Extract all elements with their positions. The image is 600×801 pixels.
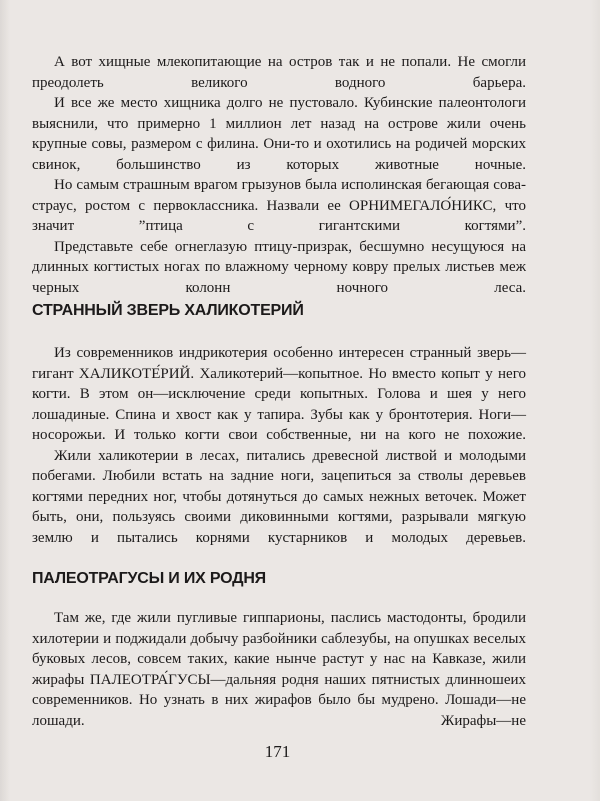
paragraph: Из современников индрикотерия особенно интересен странный зверь—гигант ХАЛИКОТЕ́РИЙ. Халикотерий—копытное. Но вместо копыт у него когти. В этом он—исключение среди копытных. Голова и шея у него лошадиные. Спина и хвост как у тапира. Зубы как у бронтотерия. Ноги—носорожьи. И только когти свои собственные, ни на кого не похожие. bbox=[32, 345, 526, 443]
paragraph: Но самым страшным врагом грызунов была исполинская бегающая сова-страус, ростом с первоклассника. Назвали ее ОРНИМЕГАЛО́НИКС, что значит ”птица с гигантскими когтями”. bbox=[32, 177, 526, 234]
text-block-top bbox=[32, 52, 526, 298]
paragraph: И все же место хищника долго не пустовало. Кубинские палеонтологи выяснили, что примерно 1 миллион лет назад на острове жили очень крупные совы, размером с филина. Они-то и охотились на родичей морских свинок, большинство из которых животные ночные. bbox=[32, 95, 526, 173]
section-heading-palaeotragus: ПАЛЕОТРАГУСЫ И ИХ РОДНЯ bbox=[32, 570, 266, 587]
section-heading-chalicotherium: СТРАННЫЙ ЗВЕРЬ ХАЛИКОТЕРИЙ bbox=[32, 302, 304, 319]
paragraph: Представьте себе огнеглазую птицу-призрак, бесшумно несущуюся на длинных когтистых ногах по влажному черному ковру прелых листьев меж черных колонн ночного леса. bbox=[32, 238, 526, 296]
page-number: 171 bbox=[264, 742, 291, 761]
paragraph: Там же, где жили пугливые гиппарионы, паслись мастодонты, бродили хилотерии и поджидали добычу разбойники саблезубы, на опушках веселых буковых лесов, совсем таких, какие нынче растут у нас на Кавказе, жили жирафы ПАЛЕОТРА́ГУСЫ—дальняя родня наших пятнистых длинношеих современников. Но узнать в них жирафов было бы мудрено. Лошади—не лошади. Жирафы—не bbox=[32, 610, 526, 729]
text-block-bottom bbox=[32, 608, 526, 731]
paragraph: Жили халикотерии в лесах, питались древесной листвой и молодыми побегами. Любили встать на задние ноги, зацепиться за стволы деревьев когтями передних ног, чтобы дотянуться до самых нежных веточек. Может быть, они, пользуясь своими диковинными когтями, разрывали мягкую землю и пытались корнями кустарников и молодых деревьев. bbox=[32, 447, 526, 546]
text-block-middle bbox=[32, 343, 526, 548]
paragraph: А вот хищные млекопитающие на остров так и не попали. Не смогли преодолеть великого водного барьера. bbox=[32, 54, 526, 91]
